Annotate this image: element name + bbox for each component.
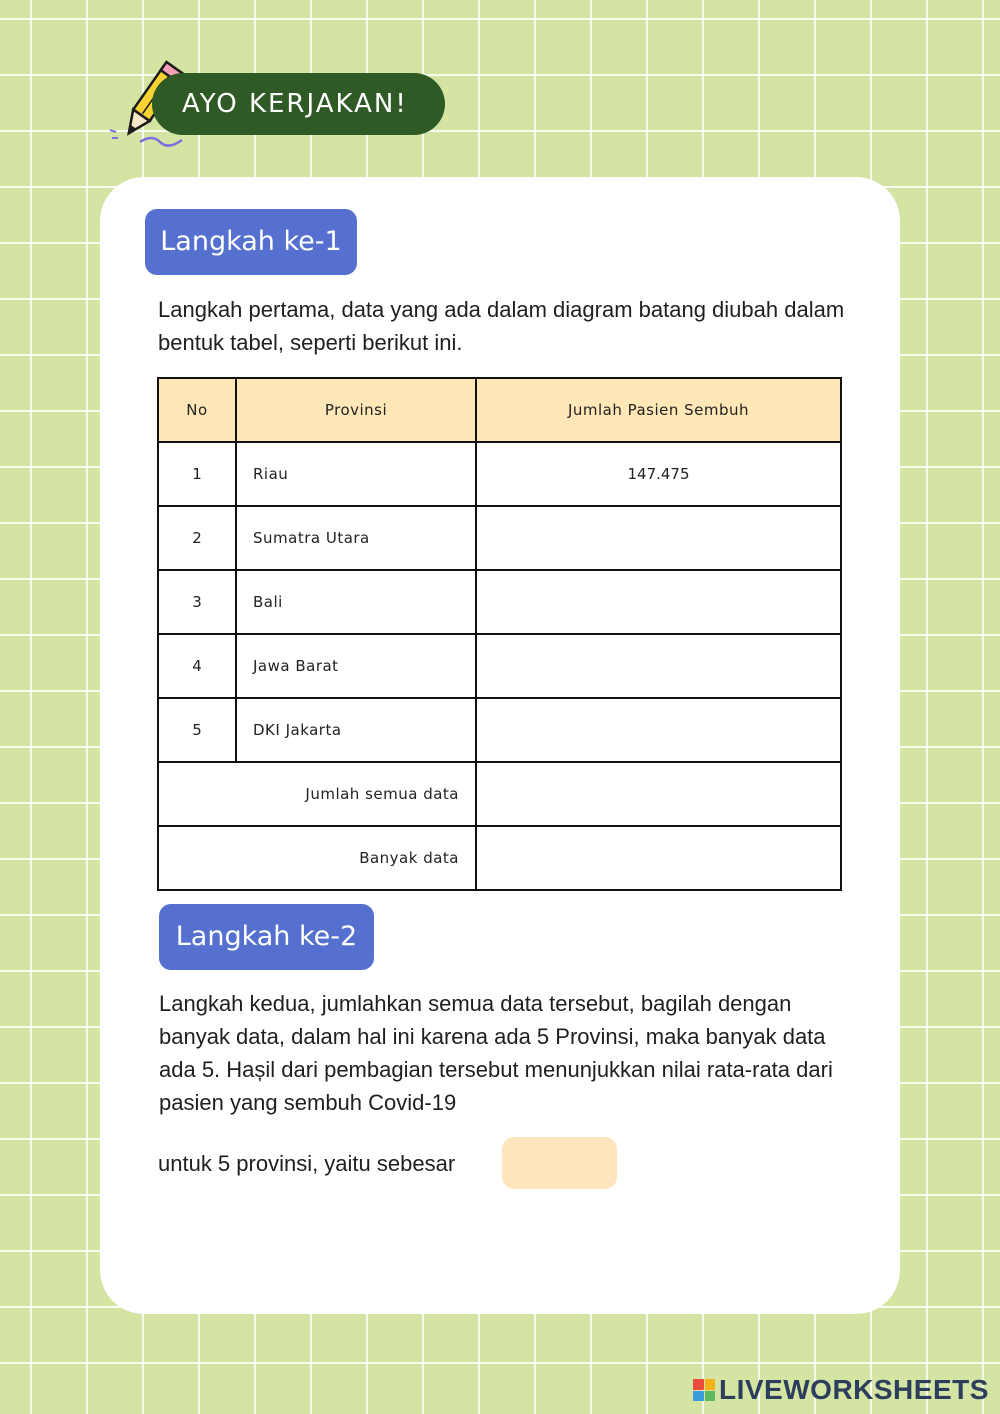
row-value-input[interactable] [476,570,841,634]
step-2-label: Langkah ke-2 [159,904,374,970]
brand-name: LIVEWORKSHEETS [719,1374,989,1405]
count-label: Banyak data [158,826,476,890]
row-province: Sumatra Utara [236,506,476,570]
row-value-input[interactable] [476,506,841,570]
table-row [158,634,841,698]
header-no: No [158,378,236,442]
step-1-instruction: Langkah pertama, data yang ada dalam diagram batang diubah dalam bentuk tabel, seperti berikut ini. [158,297,845,355]
row-no: 3 [158,570,236,634]
row-province: Jawa Barat [236,634,476,698]
row-province: DKI Jakarta [236,698,476,762]
header-recovered: Jumlah Pasien Sembuh [476,378,841,442]
table-row [158,442,841,506]
count-value-input[interactable] [476,826,841,890]
liveworksheets-logo [693,1375,989,1405]
data-table [157,377,842,891]
liveworksheets-logo-icon [693,1379,715,1401]
step-2-instruction: Langkah kedua, jumlahkan semua data tersebut, bagilah dengan banyak data, dalam hal ini karena ada 5 Provinsi, maka banyak data ada 5. Hașil dari pembagian tersebut menunjukkan nilai rata-rata dari pasien yang sembuh Covid-19 [159,991,833,1115]
answer-prefix: untuk 5 provinsi, yaitu sebesar [158,1151,456,1176]
count-row [158,826,841,890]
row-no: 2 [158,506,236,570]
row-province: Bali [236,570,476,634]
row-province: Riau [236,442,476,506]
row-value-input[interactable] [476,698,841,762]
table-row [158,698,841,762]
header-province: Provinsi [236,378,476,442]
total-label: Jumlah semua data [158,762,476,826]
step-1-label: Langkah ke-1 [145,209,357,275]
row-value-input[interactable] [476,634,841,698]
total-value-input[interactable] [476,762,841,826]
average-answer-input[interactable] [502,1137,617,1189]
row-value-input[interactable]: 147.475 [476,442,841,506]
row-no: 4 [158,634,236,698]
table-row [158,570,841,634]
page-title: AYO KERJAKAN! [152,73,445,135]
table-header-row [158,378,841,442]
table-row [158,506,841,570]
row-no: 5 [158,698,236,762]
row-no: 1 [158,442,236,506]
total-row [158,762,841,826]
